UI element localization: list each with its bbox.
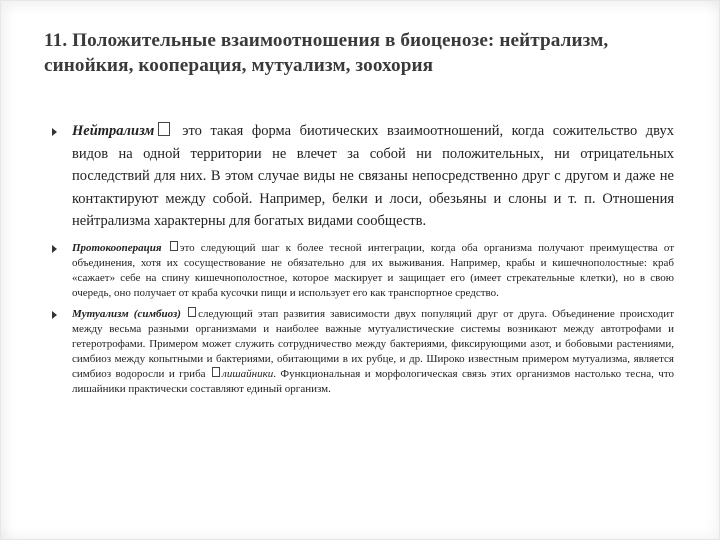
definition-neutralism: это такая форма биотических взаимоотношений, когда сожительство двух видов на одной территории не влечет за собой ни положительных, ни отрицательных последствий для них. В этом случае виды не связаны непосредственно друг с другом и даже не контактируют между собой. Например, белки и лоси, обезьяны и слоны и т. п. Отношения нейтрализма характерны для богатых видами сообществ. — [72, 123, 674, 229]
list-item-protocooperation — [52, 241, 674, 301]
term-protocooperation: Протокооперация — [72, 241, 162, 254]
list-item-neutralism — [52, 120, 674, 233]
definition-protocooperation: это следующий шаг к более тесной интеграции, когда оба организма получают преимущества от объединения, хотя их сосуществование не обязательно для их выживания. Например, крабы и кишечнополостные: краб «сажает» себе на спину кишечнополостное, которое маскирует и защищает его (имеет стрекательные клетки), но в свою очередь, оно получает от краба кусочки пищи и использует его как транспортное средство. — [72, 241, 675, 299]
definition-mutualism: следующий этап развития зависимости двух популяций друг от друга. Объединение происходит между весьма разными организмами и наиболее важные мутуалистические системы возникают между автотрофами и гетеротрофами. Примером может служить сотрудничество между бактериями, фиксирующими азот, и бобовыми растениями, симбиоз между копытными и бактериями, обитающими в их рубце, и др. Широко известным примером мутуализма, является симбиоз водоросли и гриба — [72, 307, 675, 380]
definition-mutualism-continued: . Функциональная и морфологическая связь этих организмов настолько тесна, что лишайники практически составляют единый организм. — [72, 367, 674, 395]
missing-glyph-box-icon — [212, 367, 220, 377]
list-item-mutualism — [52, 307, 674, 397]
term-mutualism: Мутуализм (симбиоз) — [72, 307, 181, 320]
bullet-arrow-icon — [52, 311, 57, 319]
slide-title: 11. Положительные взаимоотношения в биоценозе: нейтрализм, синойкия, кооперация, мутуализм, зоохория — [44, 30, 609, 76]
term-neutralism: Нейтрализм — [72, 123, 155, 139]
bullet-arrow-icon — [52, 245, 57, 253]
missing-glyph-box-icon — [158, 122, 170, 136]
content-list — [52, 120, 674, 397]
missing-glyph-box-icon — [170, 241, 178, 251]
missing-glyph-box-icon — [188, 307, 196, 317]
lichens-term: лишайники — [222, 367, 274, 380]
bullet-arrow-icon — [52, 128, 57, 136]
